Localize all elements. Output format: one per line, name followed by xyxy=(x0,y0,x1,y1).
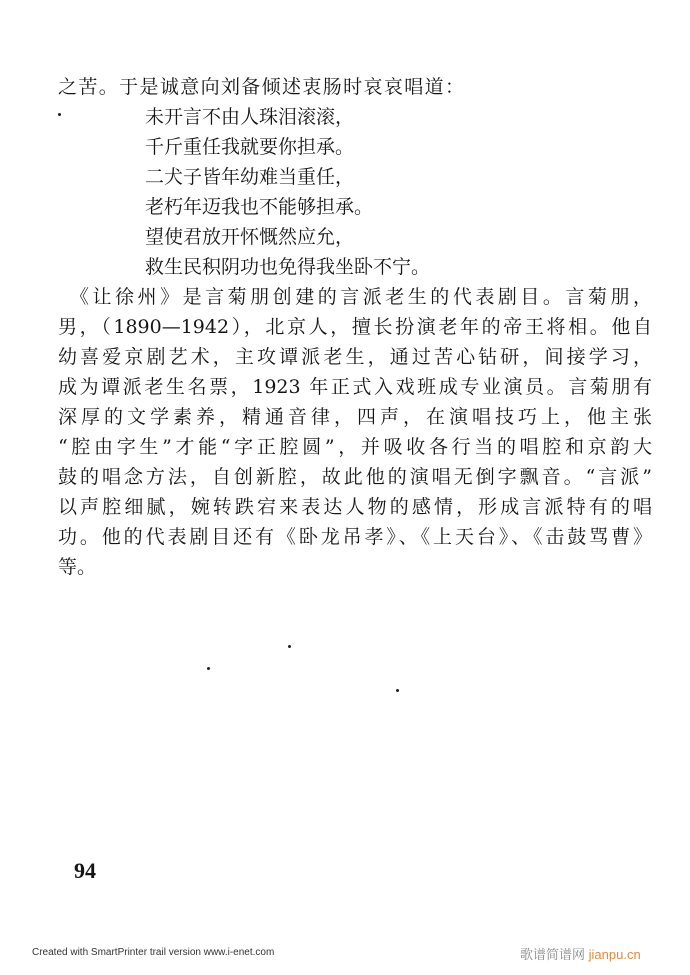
paragraph-line: 《让徐州》是言菊朋创建的言派老生的代表剧目。言菊朋， xyxy=(70,286,652,308)
watermark-en: jianpu.cn xyxy=(588,947,641,962)
verse-line: 救生民积阴功也免得我坐卧不宁。 xyxy=(145,256,431,278)
verse-line: 未开言不由人珠泪滚滚， xyxy=(145,106,355,128)
scan-speck xyxy=(58,113,61,116)
watermark xyxy=(520,944,641,963)
scan-speck xyxy=(288,645,291,648)
paragraph-line: 男，（1890—1942），北京人，擅长扮演老年的帝王将相。他自 xyxy=(58,316,652,338)
intro-line: 之苦。于是诚意向刘备倾述衷肠时哀哀唱道： xyxy=(58,76,464,98)
verse-line: 老朽年迈我也不能够担承。 xyxy=(145,196,374,218)
verse-line: 千斤重任我就要你担承。 xyxy=(145,136,355,158)
paragraph-line: 深厚的文学素养，精通音律，四声，在演唱技巧上，他主张 xyxy=(58,406,652,428)
paragraph-line: 鼓的唱念方法，自创新腔，故此他的演唱无倒字飘音。“言派” xyxy=(58,466,652,488)
paragraph-line: “腔由字生”才能“字正腔圆”，并吸收各行当的唱腔和京韵大 xyxy=(58,436,652,458)
verse-line: 二犬子皆年幼难当重任， xyxy=(145,166,355,188)
paragraph-line: 幼喜爱京剧艺术，主攻谭派老生，通过苦心钻研，间接学习， xyxy=(58,346,652,368)
footer-credit: Created with SmartPrinter trail version www.i-enet.com xyxy=(32,947,275,958)
scan-speck xyxy=(207,667,210,670)
verse-line: 望使君放开怀慨然应允， xyxy=(145,226,355,248)
paragraph-line: 成为谭派老生名票，1923 年正式入戏班成专业演员。言菊朋有 xyxy=(58,376,652,398)
paragraph-line: 等。 xyxy=(58,556,97,578)
scan-speck xyxy=(396,689,399,692)
paragraph-line: 以声腔细腻，婉转跌宕来表达人物的感情，形成言派特有的唱 xyxy=(58,496,652,518)
watermark-cn: 歌谱简谱网 xyxy=(520,947,586,962)
page-number: 94 xyxy=(74,858,96,883)
paragraph-line: 功。他的代表剧目还有《卧龙吊孝》、《上天台》、《击鼓骂曹》 xyxy=(58,526,652,548)
